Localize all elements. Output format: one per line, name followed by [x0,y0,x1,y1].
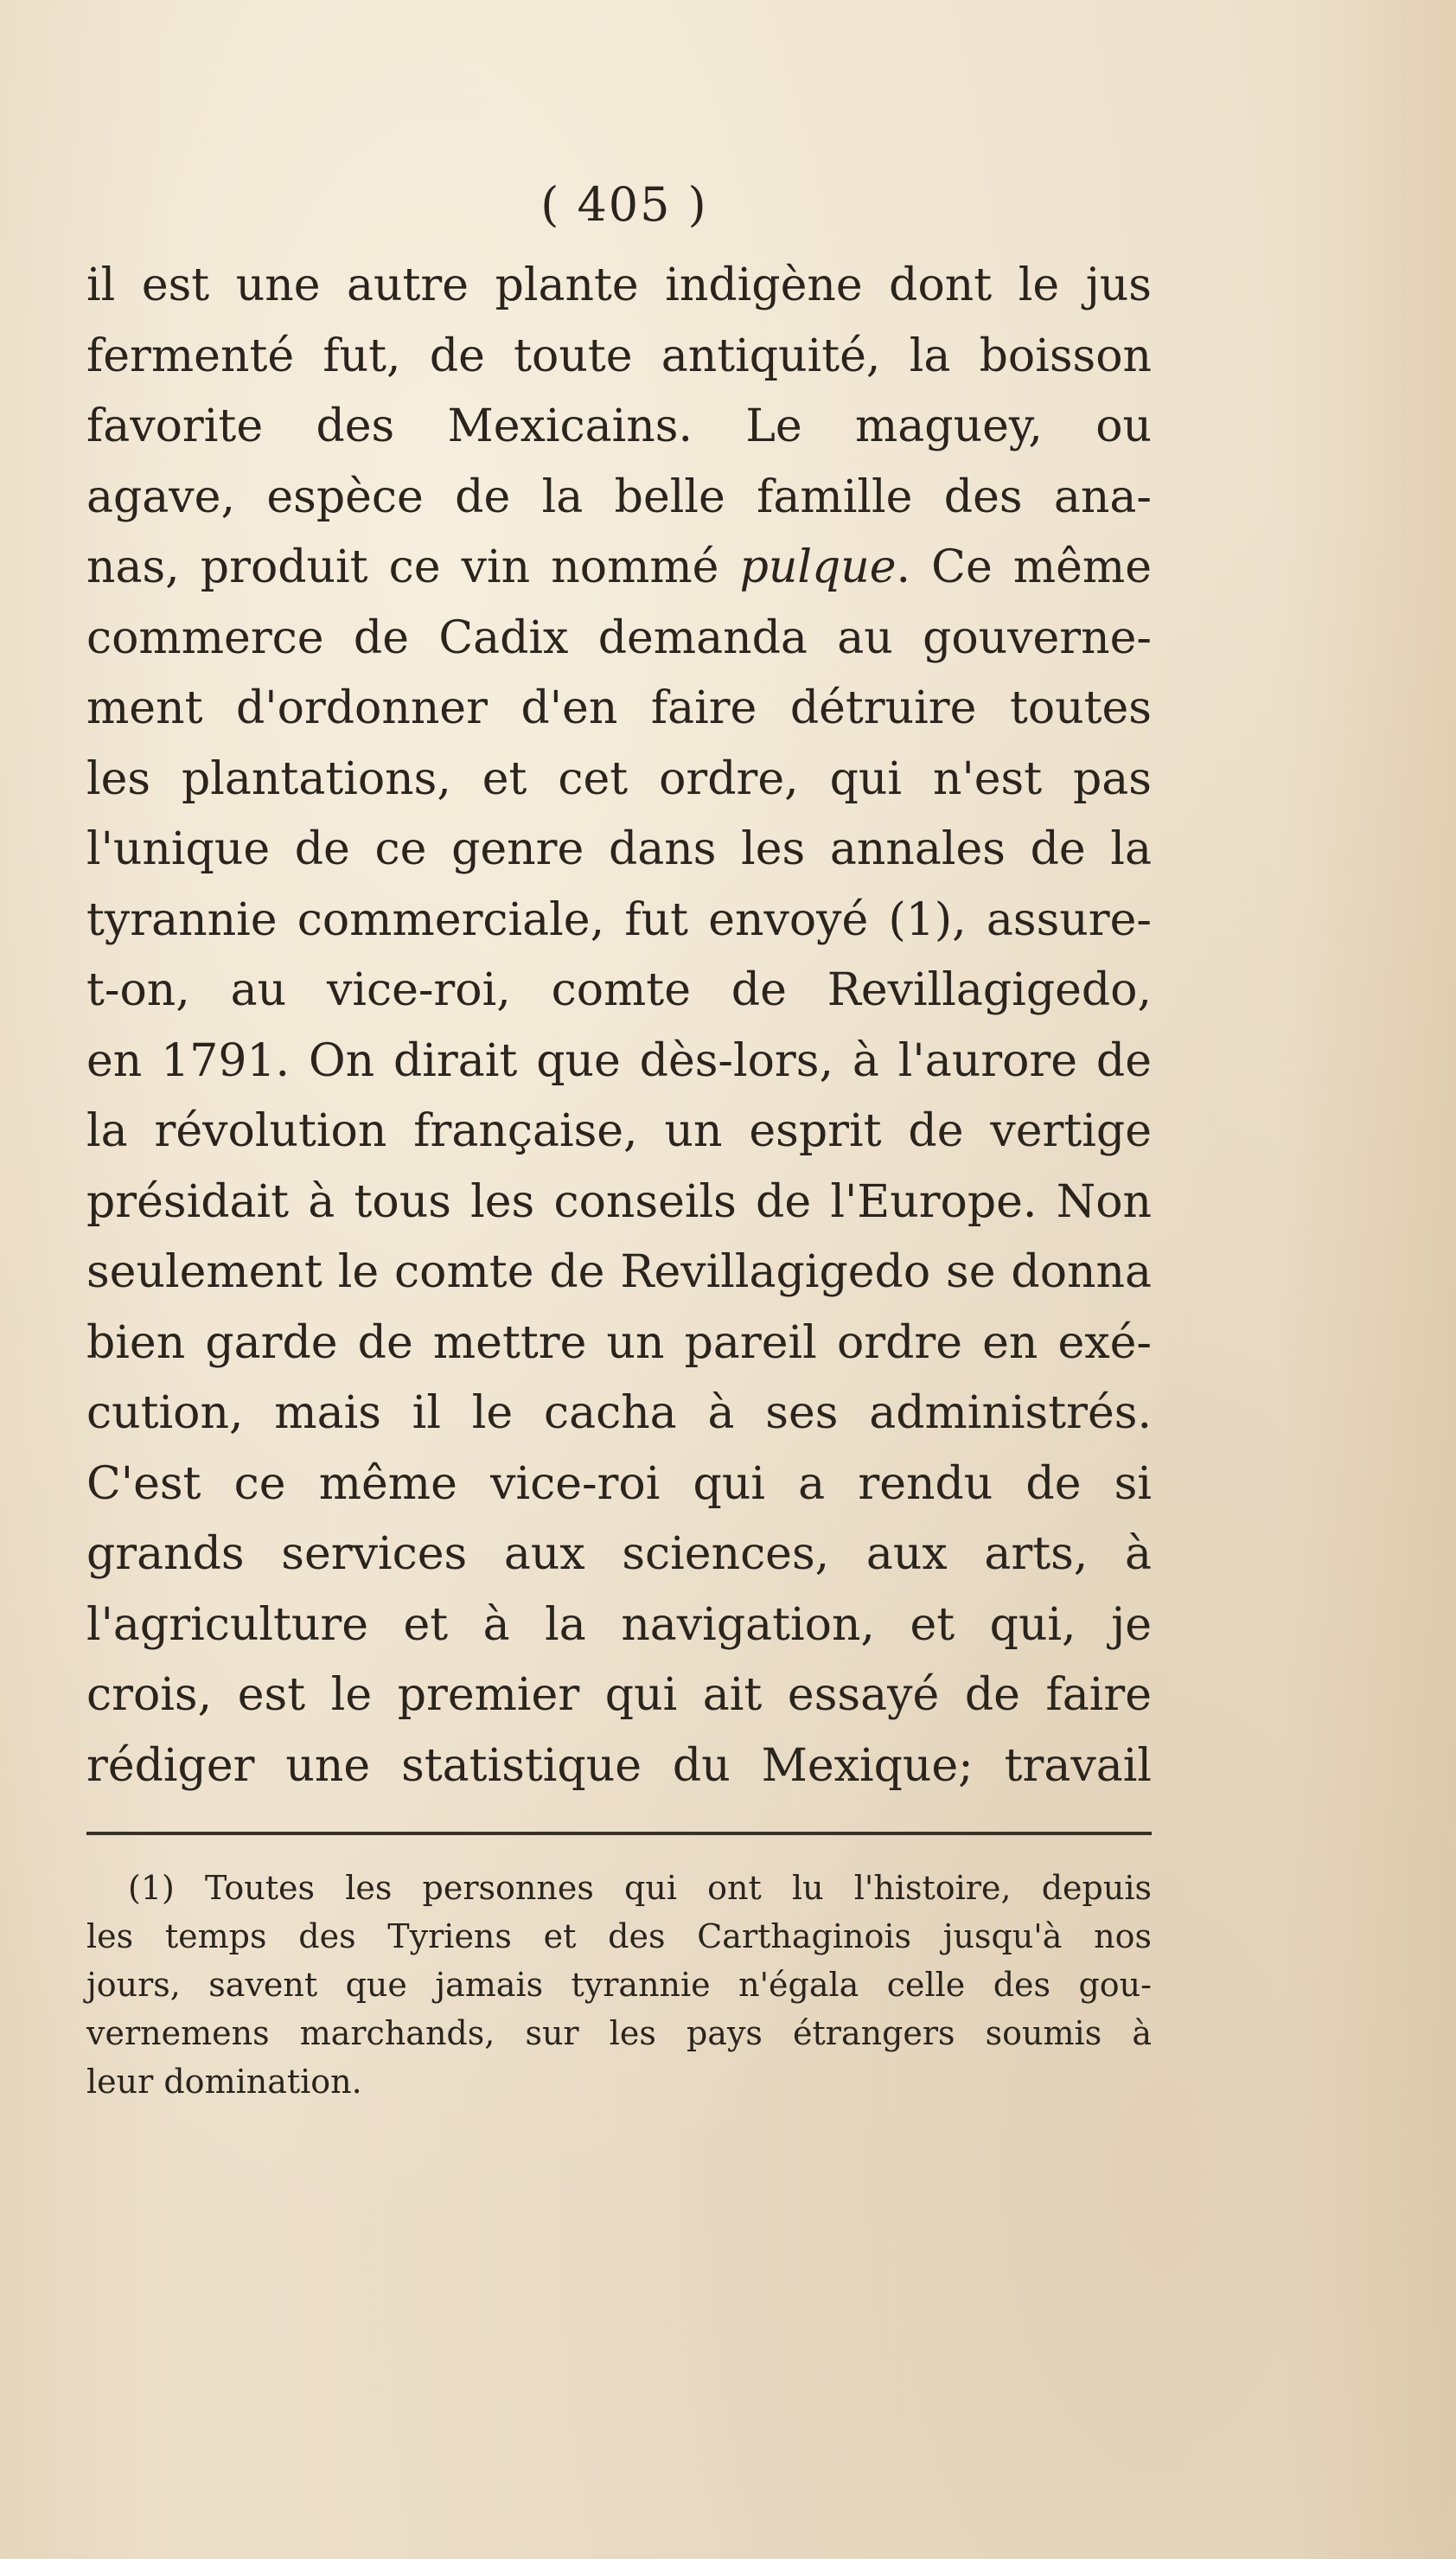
text-line: ment d'ordonner d'en faire détruire toutes [86,682,1152,734]
footnote-line: leur domination. [86,2063,362,2101]
main-text [86,251,1152,1801]
text-line: cution, mais il le cacha à ses administrés. [86,1387,1152,1439]
text-line: en 1791. On dirait que dès-lors, à l'aurore de [86,1034,1152,1087]
text-line: grands services aux sciences, aux arts, à [86,1528,1152,1580]
text-line: il est une autre plante indigène dont le jus [86,259,1152,311]
footnote-line: (1) Toutes les personnes qui ont lu l'histoire, depuis [128,1869,1152,1907]
text-line: tyrannie commerciale, fut envoyé (1), assure- [86,893,1152,946]
footnotes [86,1864,1152,2106]
text-line: crois, est le premier qui ait essayé de faire [86,1669,1152,1721]
footnote-divider [86,1832,1152,1835]
text-line: les plantations, et cet ordre, qui n'est pas [86,752,1152,805]
footnote-line: vernemens marchands, sur les pays étrangers soumis à [86,2014,1152,2052]
text-line: agave, espèce de la belle famille des ana- [86,470,1152,523]
text-line: favorite des Mexicains. Le maguey, ou [86,400,1152,452]
italic-word: pulque [739,541,897,593]
text-line: t-on, au vice-roi, comte de Revillagigedo, [86,964,1152,1016]
text-line: l'agriculture et à la navigation, et qui, je [86,1598,1152,1651]
footnote-line: les temps des Tyriens et des Carthaginois jusqu'à nos [86,1917,1152,1955]
text-line: C'est ce même vice-roi qui a rendu de si [86,1457,1152,1510]
text-line: la révolution française, un esprit de vertige [86,1105,1152,1157]
text-line: rédiger une statistique du Mexique; travail [86,1739,1152,1792]
text-line: l'unique de ce genre dans les annales de la [86,823,1152,875]
text-line: bien garde de mettre un pareil ordre en exé- [86,1316,1152,1369]
text-line: seulement le comte de Revillagigedo se donna [86,1246,1152,1298]
footnote-line: jours, savent que jamais tyrannie n'égala celle des gou- [86,1966,1152,2004]
text-line: commerce de Cadix demanda au gouverne- [86,611,1152,664]
text-line: présidait à tous les conseils de l'Europe. Non [86,1175,1152,1228]
page-number: ( 405 ) [540,177,708,232]
text-line-italic: nas, produit ce vin nommé pulque. Ce même [86,541,1152,593]
text-line: fermenté fut, de toute antiquité, la boisson [86,329,1152,382]
